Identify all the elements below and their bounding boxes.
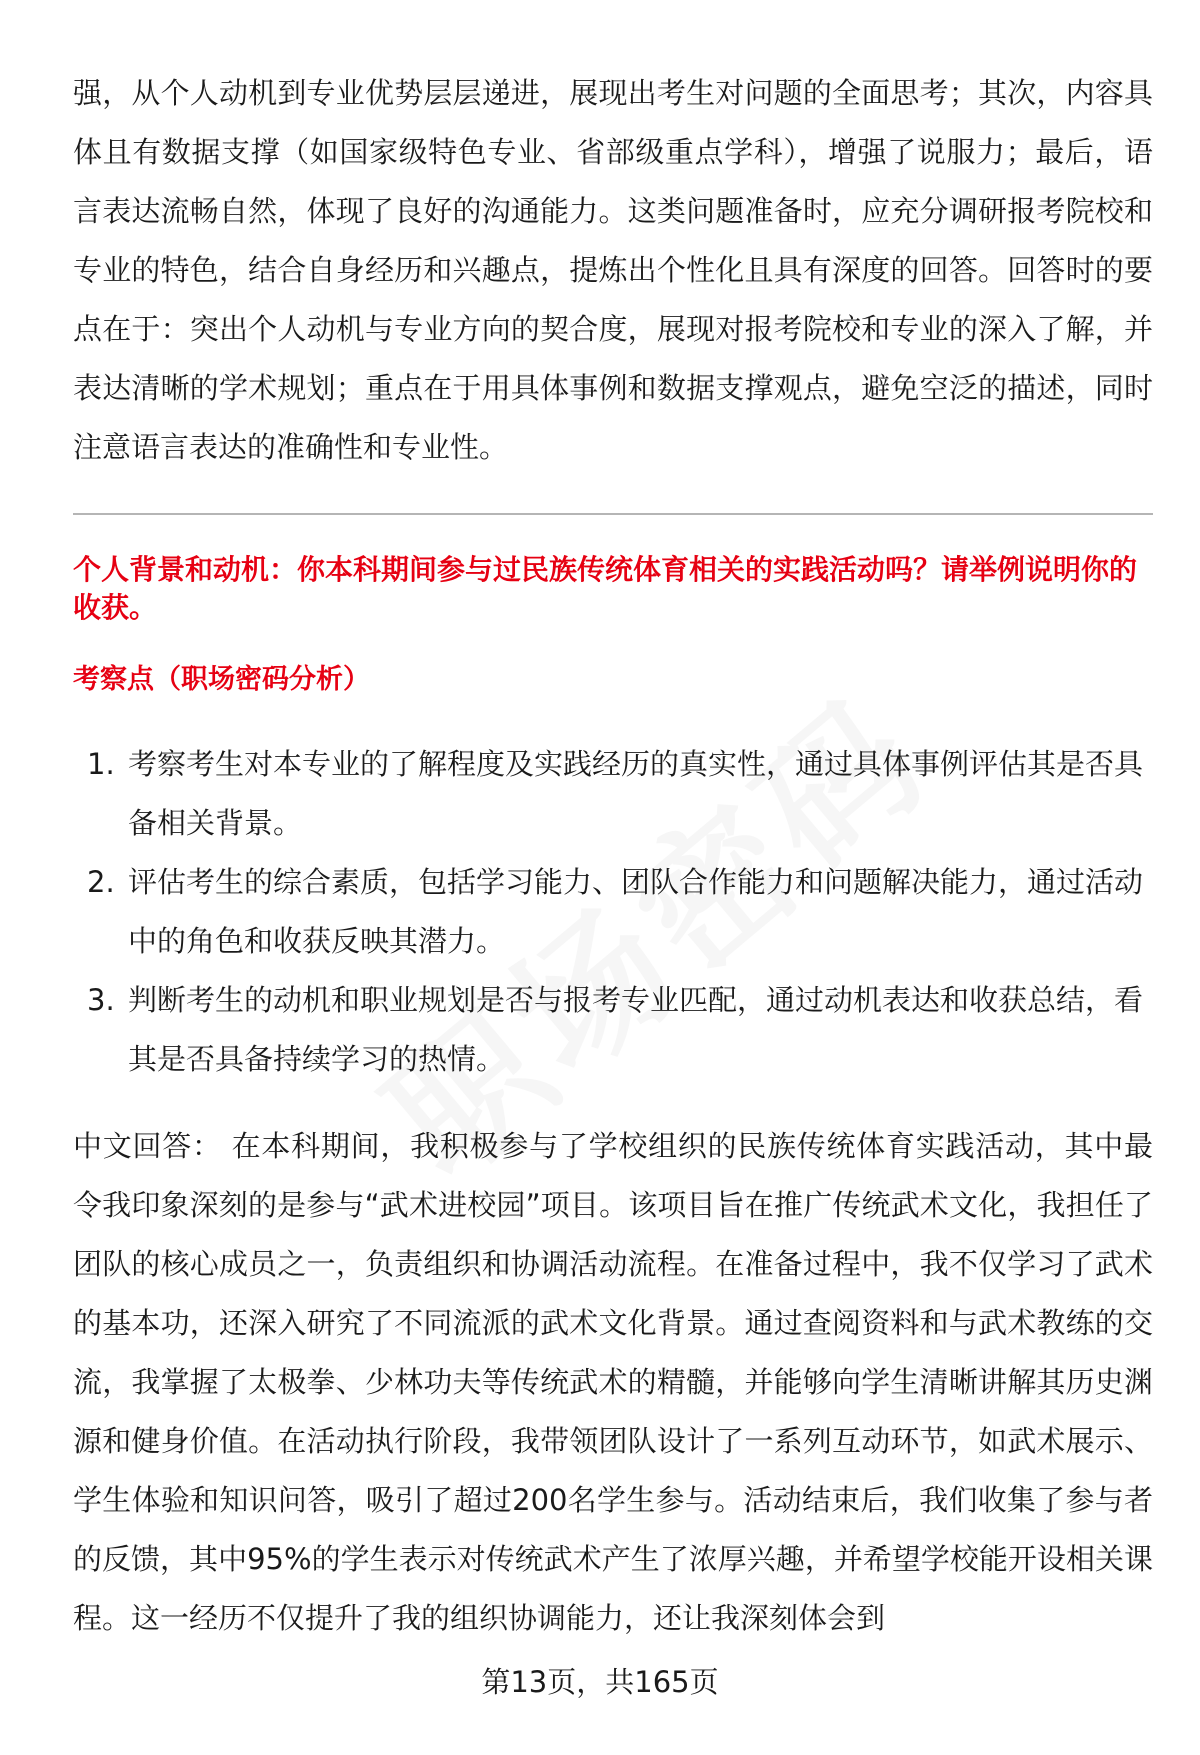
assessment-heading: 考察点（职场密码分析）	[73, 664, 370, 695]
list-item-text: 判断考生的动机和职业规划是否与报考专业匹配，通过动机表达和收获总结，看其是否具备持续学习的热情。	[128, 983, 1144, 1076]
list-item	[73, 853, 1153, 971]
list-item-number: 1.	[87, 747, 115, 781]
list-item-number: 2.	[87, 865, 115, 899]
list-item-number: 3.	[87, 983, 115, 1017]
answer-paragraph: 中文回答： 在本科期间，我积极参与了学校组织的民族传统体育实践活动，其中最令我印象深刻的是参与“武术进校园”项目。该项目旨在推广传统武术文化，我担任了团队的核心成员之一，负责组织和协调活动流程。在准备过程中，我不仅学习了武术的基本功，还深入研究了不同流派的武术文化背景。通过查阅资料和与武术教练的交流，我掌握了太极拳、少林功夫等传统武术的精髓，并能够向学生清晰讲解其历史渊源和健身价值。在活动执行阶段，我带领团队设计了一系列互动环节，如武术展示、学生体验和知识问答，吸引了超过200名学生参与。活动结束后，我们收集了参与者的反馈，其中95%的学生表示对传统武术产生了浓厚兴趣，并希望学校能开设相关课程。这一经历不仅提升了我的组织协调能力，还让我深刻体会到	[73, 1129, 1153, 1635]
list-item-text: 考察考生对本专业的了解程度及实践经历的真实性，通过具体事例评估其是否具备相关背景。	[128, 747, 1144, 840]
question-heading: 个人背景和动机：你本科期间参与过民族传统体育相关的实践活动吗？请举例说明你的收获。	[73, 553, 1138, 624]
intro-paragraph: 强，从个人动机到专业优势层层递进，展现出考生对问题的全面思考；其次，内容具体且有数据支撑（如国家级特色专业、省部级重点学科），增强了说服力；最后，语言表达流畅自然，体现了良好的沟通能力。这类问题准备时，应充分调研报考院校和专业的特色，结合自身经历和兴趣点，提炼出个性化且具有深度的回答。回答时的要点在于：突出个人动机与专业方向的契合度，展现对报考院校和专业的深入了解，并表达清晰的学术规划；重点在于用具体事例和数据支撑观点，避免空泛的描述，同时注意语言表达的准确性和专业性。	[73, 76, 1153, 464]
list-item	[73, 971, 1153, 1089]
list-item	[73, 735, 1153, 853]
assessment-list	[73, 735, 1153, 1089]
list-item-text: 评估考生的综合素质，包括学习能力、团队合作能力和问题解决能力，通过活动中的角色和收获反映其潜力。	[128, 865, 1144, 958]
page-footer: 第13页，共165页	[481, 1665, 719, 1699]
section-divider	[73, 513, 1153, 515]
